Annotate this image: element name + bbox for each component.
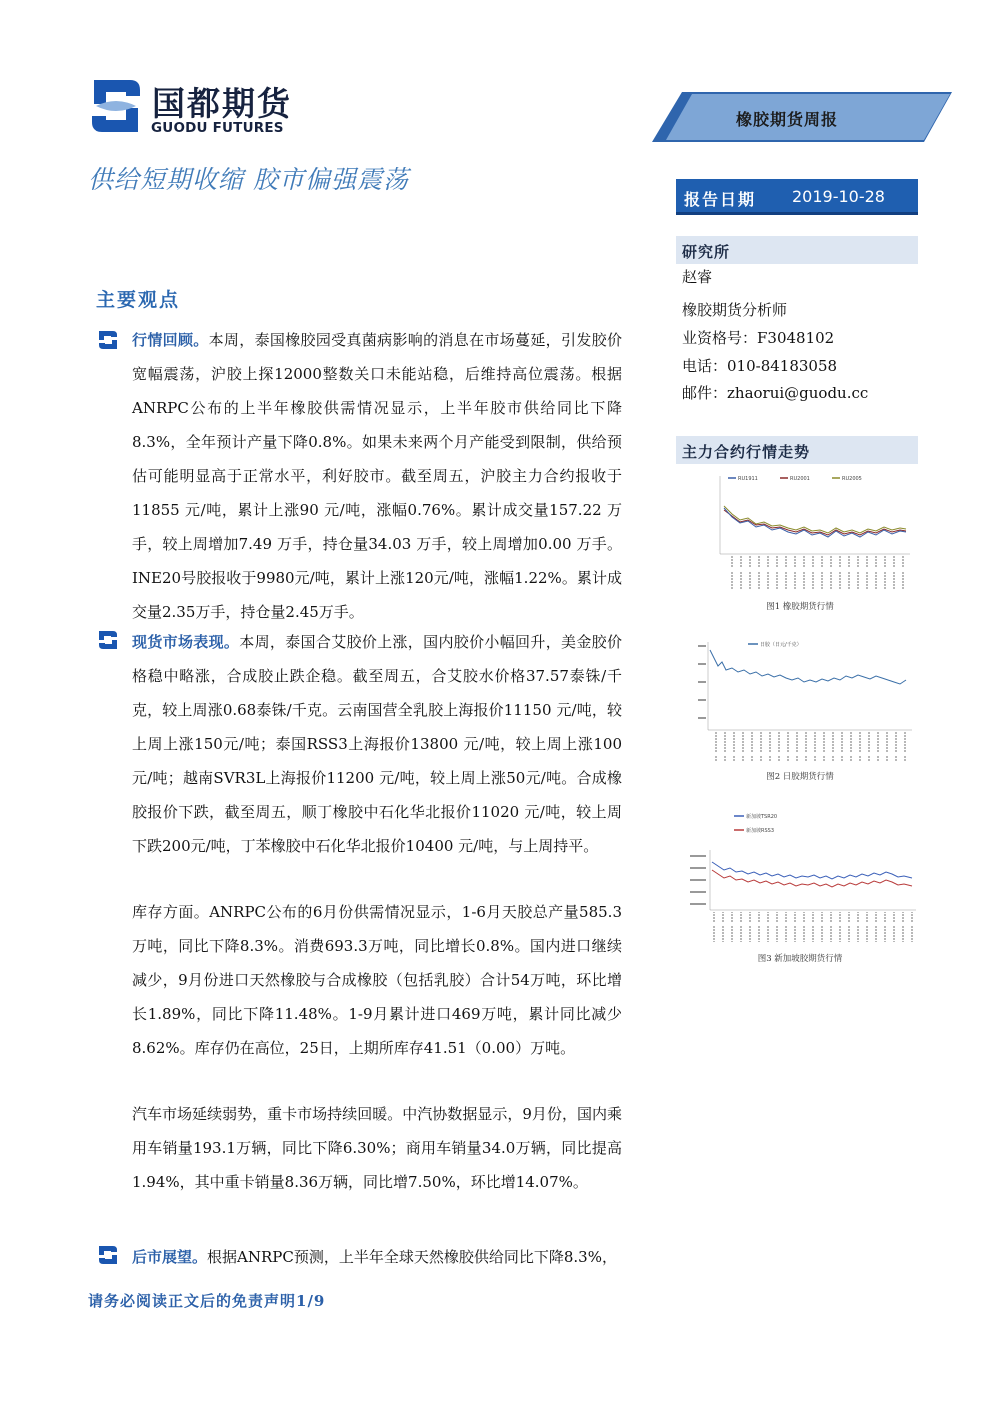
main-views-heading: 主要观点 xyxy=(96,289,181,311)
trend-heading: 主力合约行情走势 xyxy=(676,436,918,464)
paragraph-body: 汽车市场延续弱势，重卡市场持续回暖。中汽协数据显示，9月份，国内乘用车销量193.1万辆，同比下降6.30%；商用车销量34.0万辆，同比提高1.94%，其中重卡销量8.36万辆，同比增7.50%，环比增14.07%。 xyxy=(132,1105,622,1191)
research-heading: 研究所 xyxy=(676,236,918,264)
paragraph-auto-market xyxy=(132,1097,622,1199)
chart-japan-rubber-futures xyxy=(686,636,916,766)
logo-english-name: GUODU FUTURES xyxy=(151,120,284,136)
chart-singapore-rubber-futures xyxy=(684,806,920,946)
analyst-phone: 电话：010-84183058 xyxy=(682,357,838,375)
chart-rubber-futures xyxy=(684,470,914,596)
chart1-caption: 图1 橡胶期货行情 xyxy=(766,602,834,612)
report-type-banner xyxy=(652,92,952,142)
report-date-value: 2019-10-28 xyxy=(792,187,885,206)
legend-item: RU1911 xyxy=(738,476,758,482)
analyst-license: 业资格号：F3048102 xyxy=(682,329,835,347)
analyst-name: 赵睿 xyxy=(682,268,713,286)
paragraph-lead: 后市展望。 xyxy=(132,1248,208,1266)
paragraph-lead: 现货市场表现。 xyxy=(132,633,240,651)
legend-item: RU2001 xyxy=(790,476,810,482)
paragraph-outlook xyxy=(132,1240,622,1274)
logo-mark-icon xyxy=(88,76,144,136)
analyst-role: 橡胶期货分析师 xyxy=(682,301,788,319)
document-title: 供给短期收缩 胶市偏强震荡 xyxy=(88,165,409,194)
analyst-email[interactable]: 邮件：zhaorui@guodu.cc xyxy=(682,384,869,402)
bullet-logo-icon xyxy=(97,629,119,651)
report-type-label: 橡胶期货周报 xyxy=(736,110,839,129)
paragraph-body: 库存方面。ANRPC公布的6月份供需情况显示，1-6月天胶总产量585.3万吨，同比下降8.3%。消费693.3万吨，同比增长0.8%。国内进口继续减少，9月份进口天然橡胶与合成橡胶（包括乳胶）合计54万吨，环比增长1.89%，同比下降11.48%。1-9月累计进口469万吨，累计同比减少8.62%。库存仍在高位，25日，上期所库存41.51（0.00）万吨。 xyxy=(132,903,622,1057)
chart3-caption: 图3 新加坡胶期货行情 xyxy=(757,954,843,964)
legend-item: 日胶（日元/千克） xyxy=(760,642,802,648)
report-date-bar xyxy=(676,179,918,215)
legend-item: 新加坡RSS3 xyxy=(746,828,775,834)
paragraph-lead: 行情回顾。 xyxy=(132,331,209,349)
disclaimer-footer: 请务必阅读正文后的免责声明1/9 xyxy=(88,1292,326,1310)
bullet-logo-icon xyxy=(97,329,119,351)
paragraph-body: 本周，泰国合艾胶价上涨，国内胶价小幅回升，美金胶价格稳中略涨，合成胶止跌企稳。截至周五，合艾胶水价格37.57泰铢/千克，较上周涨0.68泰铢/千克。云南国营全乳胶上海报价11150 元/吨，较上周上涨150元/吨；泰国RSS3上海报价13800 元/吨，较上周上涨100元/吨；越南SVR3L上海报价11200 元/吨，较上周上涨50元/吨。合成橡胶报价下跌，截至周五，顺丁橡胶中石化华北报价11020 元/吨，较上周下跌200元/吨，丁苯橡胶中石化华北报价10400 元/吨，与上周持平。 xyxy=(132,633,622,855)
chart1-legend xyxy=(728,476,862,482)
paragraph-inventory xyxy=(132,895,622,1065)
company-logo xyxy=(88,76,338,140)
logo-chinese-name: 国都期货 xyxy=(152,84,292,123)
paragraph-spot-market xyxy=(132,625,622,863)
legend-item: 新加坡TSR20 xyxy=(746,814,778,820)
paragraph-market-review xyxy=(132,323,622,629)
paragraph-body: 根据ANRPC预测，上半年全球天然橡胶供给同比下降8.3%， xyxy=(207,1248,617,1266)
report-date-label: 报告日期 xyxy=(684,190,757,209)
paragraph-body: 本周，泰国橡胶园受真菌病影响的消息在市场蔓延，引发胶价宽幅震荡，沪胶上探12000整数关口未能站稳，后维持高位震荡。根据ANRPC公布的上半年橡胶供需情况显示，上半年胶市供给同比下降8.3%，全年预计产量下降0.8%。如果未来两个月产能受到限制，供给预估可能明显高于正常水平，利好胶市。截至周五，沪胶主力合约报收于11855 元/吨，累计上涨90 元/吨，涨幅0.76%。累计成交量157.22 万手，较上周增加7.49 万手，持仓量34.03 万手，较上周增加0.00 万手。INE20号胶报收于9980元/吨，累计上涨120元/吨，涨幅1.22%。累计成交量2.35万手，持仓量2.45万手。 xyxy=(132,331,622,621)
legend-item: RU2005 xyxy=(842,476,862,482)
chart1-x-ticks xyxy=(724,556,908,590)
bullet-logo-icon xyxy=(97,1244,119,1266)
chart2-caption: 图2 日胶期货行情 xyxy=(766,772,834,782)
